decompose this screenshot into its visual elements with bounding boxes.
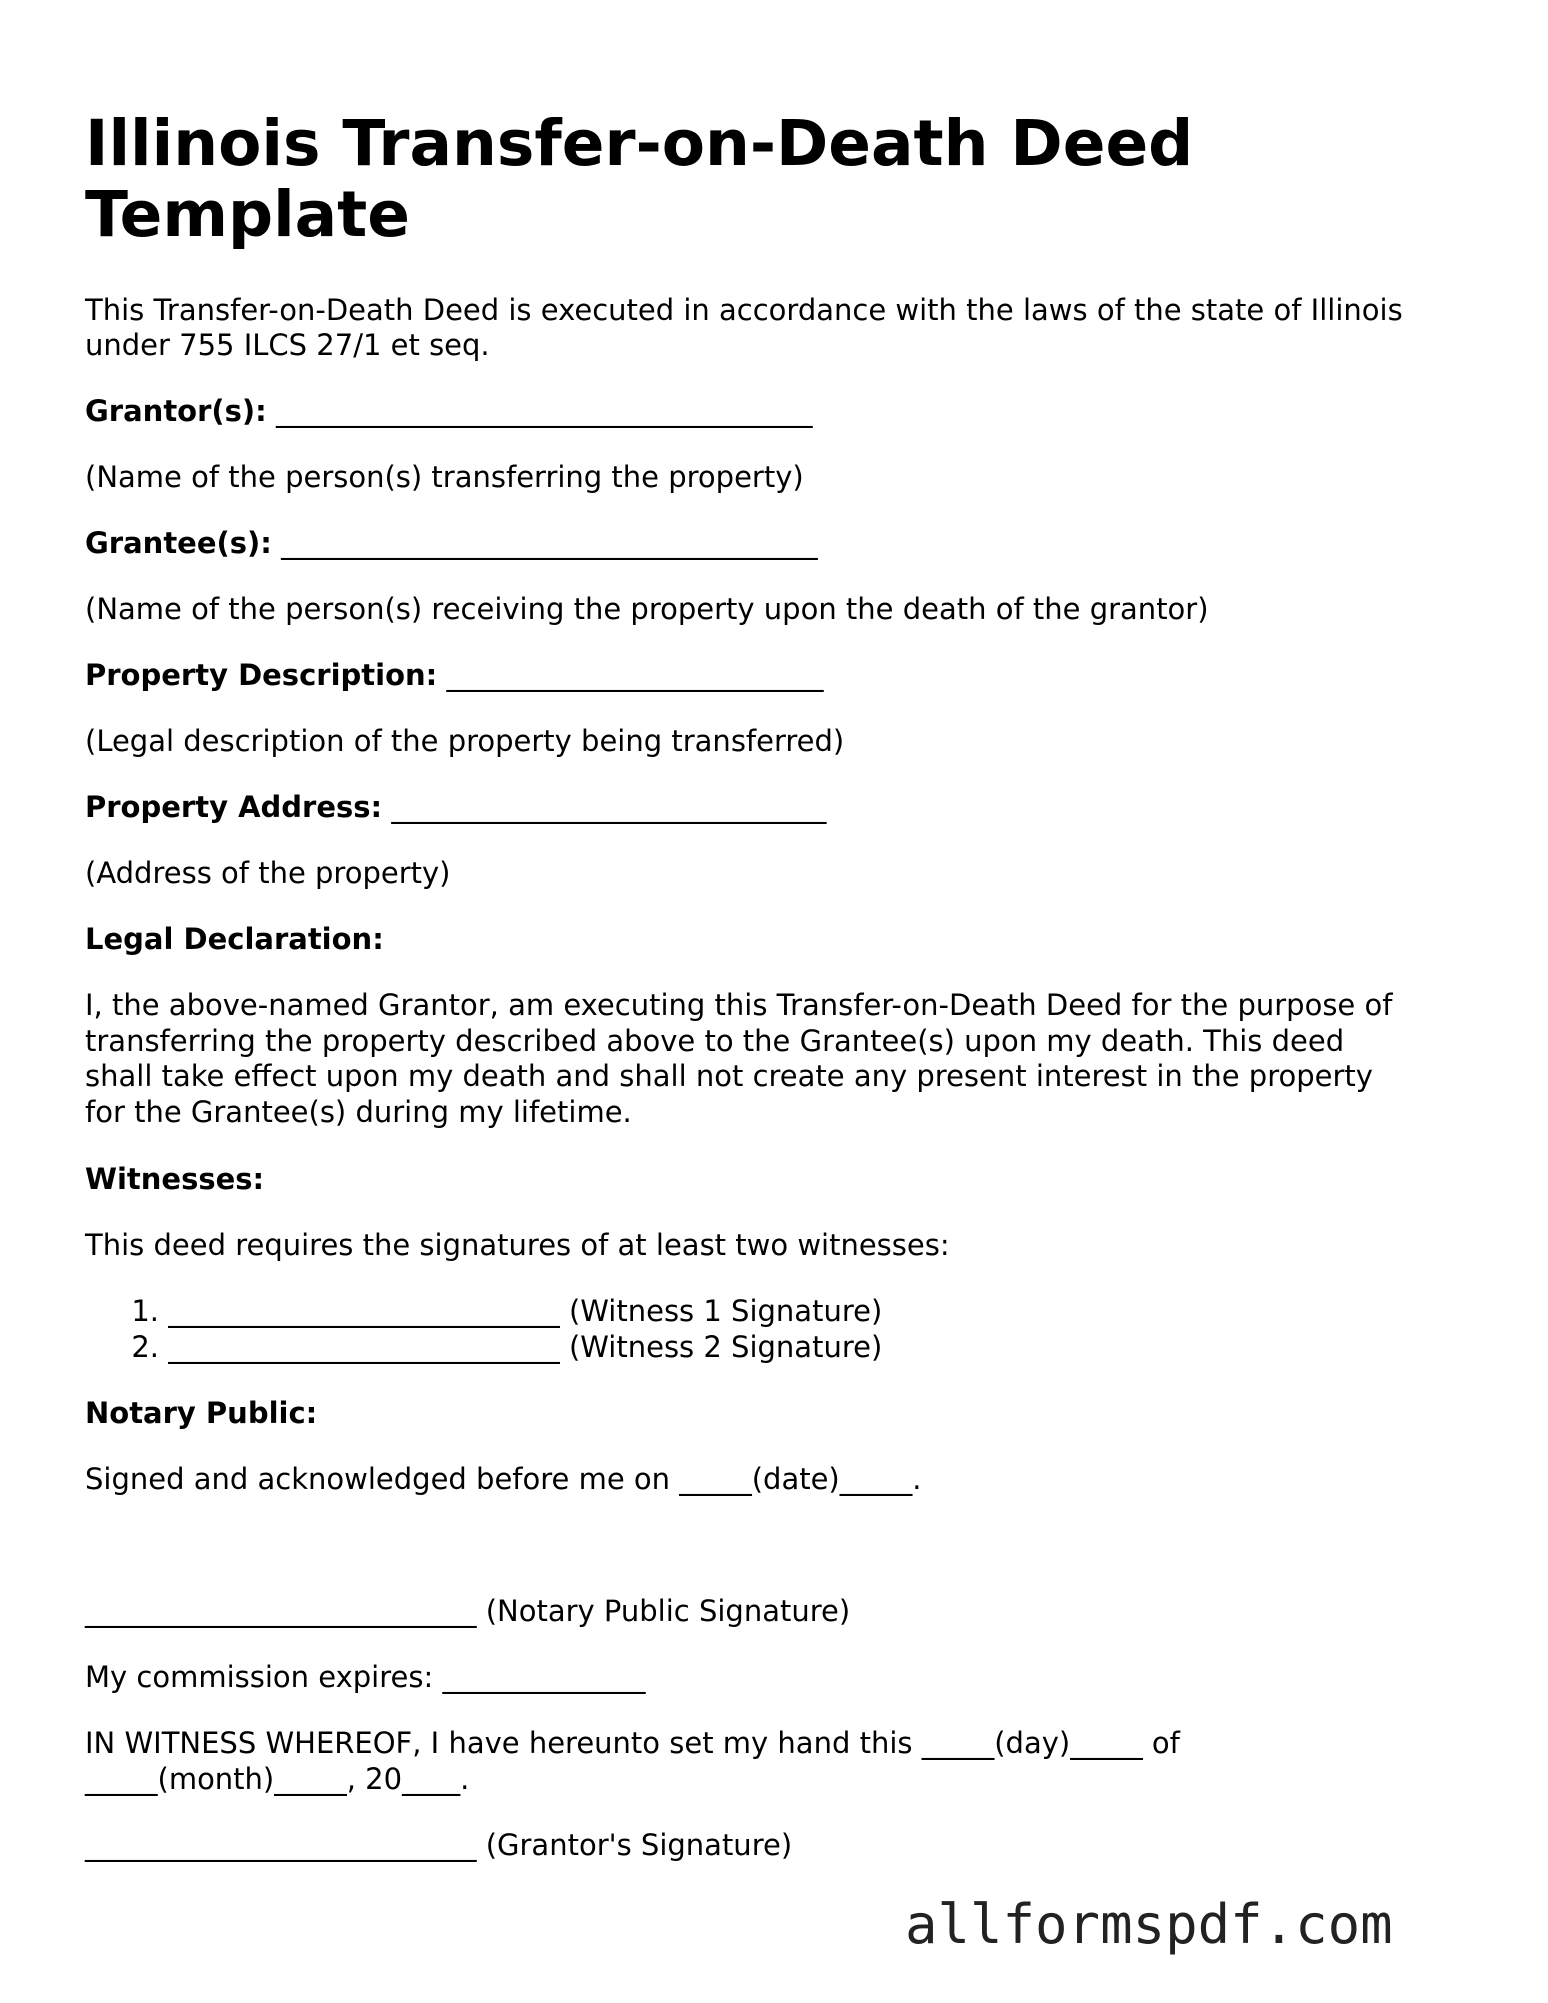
witness-1-blank: ___________________________ [168, 1294, 560, 1328]
property-address-hint: (Address of the property) [85, 856, 451, 890]
witnesses-intro: This deed requires the signatures of at least two witnesses: [85, 1228, 950, 1262]
watermark: allformspdf.com [905, 1893, 1393, 1956]
property-description-label: Property Description: [85, 658, 438, 692]
grantee-field [85, 525, 818, 561]
legal-declaration-heading: Legal Declaration: [85, 922, 384, 956]
grantor-signature-line [85, 1827, 792, 1863]
intro-text: This Transfer-on-Death Deed is executed in accordance with the laws of the state of Illinois [85, 293, 1403, 327]
legal-declaration-line: shall take effect upon my death and shall not create any present interest in the property [85, 1059, 1373, 1093]
legal-declaration-line: for the Grantee(s) during my lifetime. [85, 1095, 632, 1129]
grantee-hint: (Name of the person(s) receiving the property upon the death of the grantor) [85, 592, 1209, 626]
page-title: Illinois Transfer-on-Death Deed [85, 107, 1194, 180]
notary-acknowledgement: Signed and acknowledged before me on _____(date)_____. [85, 1462, 922, 1496]
property-description-field [85, 657, 823, 693]
witness-2-label: (Witness 2 Signature) [568, 1330, 883, 1364]
page-title-line2: Template [85, 178, 411, 251]
property-address-label: Property Address: [85, 790, 383, 824]
notary-signature-line [85, 1593, 850, 1629]
witness-2-item [85, 1329, 882, 1365]
witness-whereof-line2: _____(month)_____, 20____. [85, 1762, 470, 1796]
witnesses-heading: Witnesses: [85, 1162, 265, 1196]
grantor-label: Grantor(s): [85, 394, 267, 428]
notary-heading: Notary Public: [85, 1396, 318, 1430]
witness-whereof: IN WITNESS WHEREOF, I have hereunto set my hand this _____(day)_____ of [85, 1726, 1180, 1760]
grantee-label: Grantee(s): [85, 526, 272, 560]
property-address-blank: ______________________________ [391, 790, 827, 824]
witness-2-blank: ___________________________ [168, 1330, 560, 1364]
grantee-blank: _____________________________________ [281, 526, 818, 560]
property-address-field [85, 789, 826, 825]
grantor-field [85, 393, 813, 429]
commission-expires: My commission expires: ______________ [85, 1660, 646, 1694]
witness-1-label: (Witness 1 Signature) [568, 1294, 883, 1328]
grantor-signature-blank: ___________________________ [85, 1828, 477, 1862]
property-description-hint: (Legal description of the property being transferred) [85, 724, 845, 758]
grantor-blank: _____________________________________ [276, 394, 813, 428]
intro-text-line2: under 755 ILCS 27/1 et seq. [85, 328, 490, 362]
grantor-signature-label: (Grantor's Signature) [485, 1828, 793, 1862]
witness-1-item [85, 1293, 882, 1329]
legal-declaration-line: transferring the property described above to the Grantee(s) upon my death. This deed [85, 1024, 1345, 1058]
list-number: 2. [131, 1330, 159, 1364]
notary-signature-blank: ___________________________ [85, 1594, 477, 1628]
legal-declaration-line: I, the above-named Grantor, am executing this Transfer-on-Death Deed for the purpose of [85, 988, 1393, 1022]
grantor-hint: (Name of the person(s) transferring the property) [85, 460, 804, 494]
list-number: 1. [131, 1294, 159, 1328]
property-description-blank: __________________________ [446, 658, 824, 692]
notary-signature-label: (Notary Public Signature) [485, 1594, 851, 1628]
